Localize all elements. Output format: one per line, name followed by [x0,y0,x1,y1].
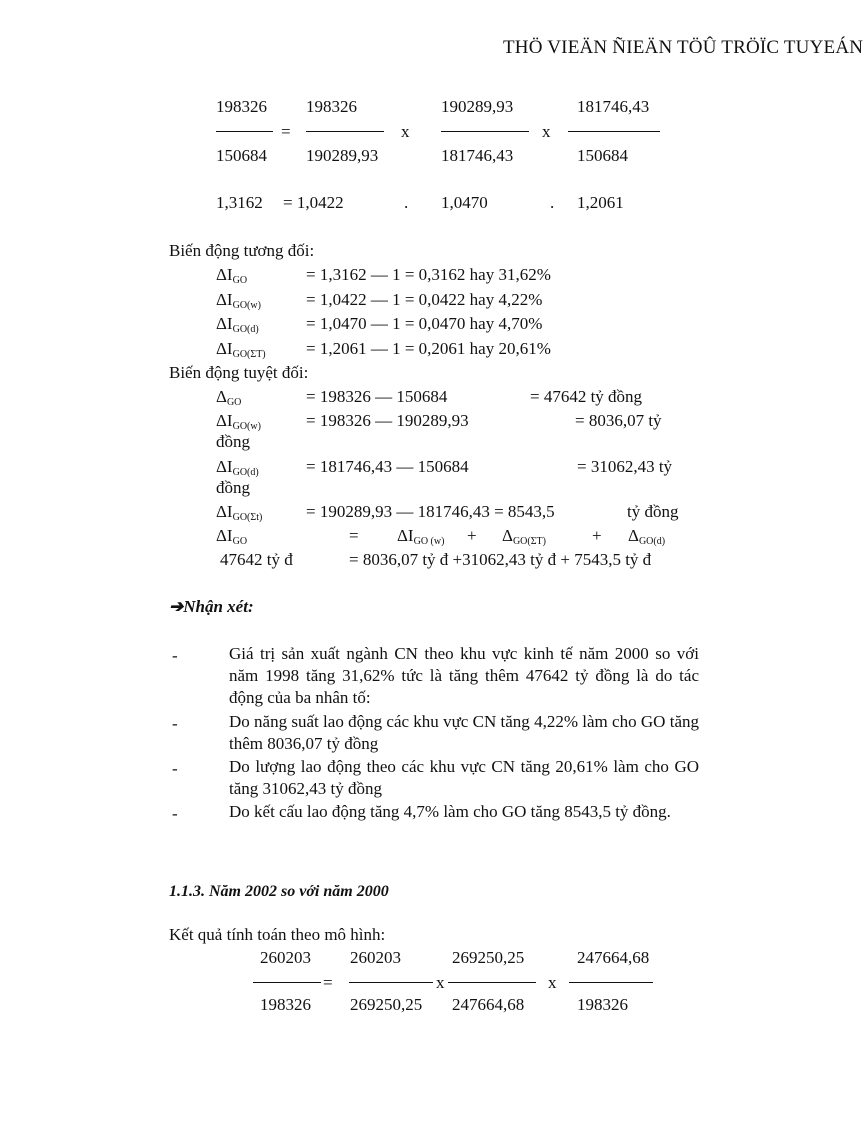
fraction-denominator: 198326 [577,995,628,1014]
relative-title: Biến động tương đối: [169,241,315,260]
fraction-numerator: 260203 [350,948,401,967]
absolute-row-symbol: $\Delta I_{GO(w)}$ [216,411,261,432]
fraction-denominator: 150684 [577,146,628,165]
fraction-bar [306,131,384,132]
result-value: = 1,0422 [283,193,344,212]
formula-2-intro: Kết quả tính toán theo mô hình: [169,925,386,944]
fraction-numerator: 190289,93 [441,97,514,116]
relative-row-expr: = 1,0422 — 1 = 0,0422 hay 4,22% [306,290,543,309]
list-item: Giá trị sản xuất ngành CN theo khu vực kinh tế năm 2000 so với năm 1998 tăng 31,62% tức là tăng thêm 47642 tỷ đồng là do tác động của ba nhân tố: [229,644,699,707]
page-header: THÖ VIEÄN ÑIEÄN TÖÛ TRÖÏC TUYEÁN [503,37,863,58]
fraction-denominator: 181746,43 [441,146,514,165]
result-dot: . [404,193,409,212]
relative-row-symbol: $\Delta I_{GO(d)}$ [216,314,259,335]
absolute-row-expr: = 198326 — 150684 [306,387,448,406]
fraction-bar [216,131,273,132]
fraction-denominator: 190289,93 [306,146,379,165]
times-sign: x [548,973,557,992]
fraction-numerator: 247664,68 [577,948,650,967]
fraction-denominator: 198326 [260,995,311,1014]
relative-row-symbol: $\Delta I_{GO}$ [216,265,248,286]
times-sign: x [436,973,445,992]
absolute-title: Biến động tuyệt đối: [169,363,309,382]
relative-row-expr: = 1,3162 — 1 = 0,3162 hay 31,62% [306,265,551,284]
absolute-row-wrap: đồng [216,478,250,497]
section-heading: 1.1.3. Năm 2002 so với năm 2000 [169,883,389,900]
sum-term: $\Delta I_{GO (w)}$ [397,526,445,547]
relative-row-symbol: $\Delta I_{GO(\Sigma T)}$ [216,339,266,360]
fraction-bar [569,982,653,983]
equals-sign: = [281,122,291,141]
list-item: Do năng suất lao động các khu vực CN tăng 4,22% làm cho GO tăng thêm 8036,07 tỷ đồng [229,712,699,753]
fraction-bar [349,982,433,983]
sum-symbol: $\Delta I_{GO}$ [216,526,248,547]
list-bullet: - [172,714,178,733]
times-sign: x [401,122,410,141]
fraction-numerator: 181746,43 [577,97,650,116]
absolute-row-symbol: $\Delta I_{GO(\Sigma t)}$ [216,502,263,523]
fraction-bar [448,982,536,983]
plus-sign: + [592,526,602,545]
relative-row-expr: = 1,0470 — 1 = 0,0470 hay 4,70% [306,314,543,333]
total-right: = 8036,07 tỷ đ +31062,43 tỷ đ + 7543,5 tỷ đ [349,550,652,569]
absolute-row-expr: = 198326 — 190289,93 [306,411,469,430]
result-value: 1,0470 [441,193,488,212]
fraction-denominator: 269250,25 [350,995,423,1014]
absolute-row-symbol: $\Delta I_{GO(d)}$ [216,457,259,478]
fraction-denominator: 150684 [216,146,267,165]
fraction-bar [441,131,529,132]
list-item: Do lượng lao động theo các khu vực CN tăng 20,61% làm cho GO tăng 31062,43 tỷ đồng [229,757,699,798]
fraction-numerator: 198326 [216,97,267,116]
absolute-row-wrap: đồng [216,432,250,451]
result-value: 1,2061 [577,193,624,212]
relative-row-symbol: $\Delta I_{GO(w)}$ [216,290,261,311]
absolute-row-expr: = 190289,93 — 181746,43 = 8543,5 [306,502,555,521]
fraction-numerator: 269250,25 [452,948,525,967]
list-bullet: - [172,804,178,823]
list-bullet: - [172,646,178,665]
absolute-row-symbol: $\Delta_{GO}$ [216,387,242,408]
absolute-row-result: tỷ đồng [627,502,679,521]
fraction-denominator: 247664,68 [452,995,525,1014]
absolute-row-result: = 8036,07 tỷ [575,411,662,430]
absolute-row-result: = 31062,43 tỷ [577,457,673,476]
result-dot: . [550,193,555,212]
equals-sign: = [323,973,333,992]
fraction-bar [253,982,321,983]
list-bullet: - [172,759,178,778]
sum-term: $\Delta_{GO(\Sigma T)}$ [502,526,546,547]
fraction-numerator: 260203 [260,948,311,967]
total-left: 47642 tỷ đ [220,550,293,569]
fraction-numerator: 198326 [306,97,357,116]
plus-sign: + [467,526,477,545]
absolute-row-result: = 47642 tỷ đồng [530,387,643,406]
arrow-icon: ➔ [169,597,184,616]
result-value: 1,3162 [216,193,263,212]
sum-equals: = [349,526,359,545]
absolute-row-expr: = 181746,43 — 150684 [306,457,469,476]
times-sign: x [542,122,551,141]
list-item: Do kết cấu lao động tăng 4,7% làm cho GO tăng 8543,5 tỷ đồng. [229,802,671,821]
relative-row-expr: = 1,2061 — 1 = 0,2061 hay 20,61% [306,339,551,358]
sum-term: $\Delta_{GO(d)}$ [628,526,666,547]
fraction-bar [568,131,660,132]
remarks-title: ➔Nhận xét: [169,597,254,616]
